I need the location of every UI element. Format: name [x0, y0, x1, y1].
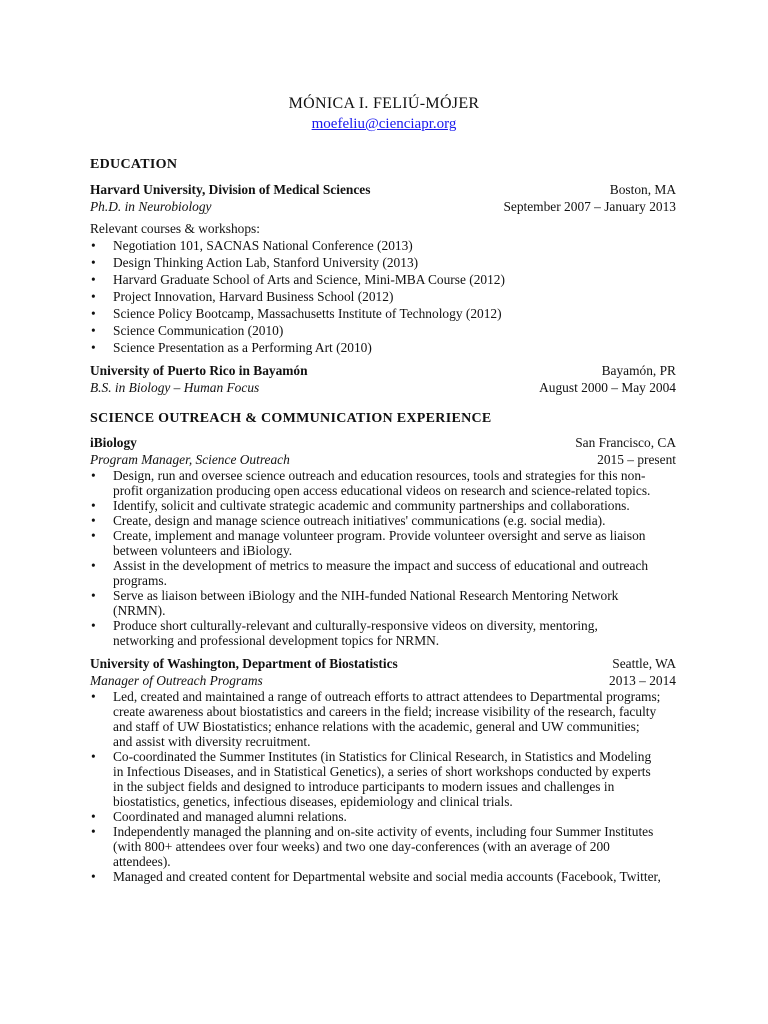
ibiology-role: Program Manager, Science Outreach	[90, 452, 290, 467]
ibiology-header-row	[90, 434, 676, 451]
experience-bullet	[90, 513, 676, 528]
harvard-institution: Harvard University, Division of Medical Sciences	[90, 182, 371, 197]
experience-bullet	[90, 588, 676, 618]
courses-label: Relevant courses & workshops:	[90, 221, 260, 236]
bullet-text-line: in the subject fields and designed to introduce participants to modern issues and challenges in	[113, 779, 615, 794]
bullet-text-line: • Produce short culturally-relevant and culturally-responsive videos on diversity, mentoring,	[113, 618, 598, 633]
course-item: • Science Presentation as a Performing Art (2010)	[90, 339, 676, 356]
ibiology-dates: 2015 – present	[597, 452, 676, 467]
bullet-text-line: and staff of UW Biostatistics; enhance relations with the academic, general and UW communities;	[113, 719, 640, 734]
bullet-text-line: • Create, design and manage science outreach initiatives' communications (e.g. social media).	[113, 513, 606, 528]
bullet-text-line: • Assist in the development of metrics to measure the impact and success of educational and outreach	[113, 558, 649, 573]
bullet-text-line: (NRMN).	[113, 603, 166, 618]
harvard-degree: Ph.D. in Neurobiology	[90, 199, 212, 214]
bullet-text-line: create awareness about biostatistics and careers in the field; increase visibility of the research, faculty	[113, 704, 657, 719]
education-section-title: EDUCATION	[90, 157, 178, 172]
uw-dates: 2013 – 2014	[609, 673, 676, 688]
experience-bullet	[90, 689, 676, 749]
experience-bullet	[90, 869, 676, 884]
uw-role-row	[90, 672, 676, 689]
uw-org: University of Washington, Department of Biostatistics	[90, 656, 398, 671]
upr-institution: University of Puerto Rico in Bayamón	[90, 363, 308, 378]
ibiology-role-row	[90, 451, 676, 468]
experience-bullet	[90, 528, 676, 558]
bullet-text-line: between volunteers and iBiology.	[113, 543, 293, 558]
candidate-name: MÓNICA I. FELIÚ-MÓJER	[288, 95, 480, 112]
course-item: • Harvard Graduate School of Arts and Science, Mini-MBA Course (2012)	[90, 271, 676, 288]
resume-content	[90, 156, 676, 884]
upr-dates: August 2000 – May 2004	[539, 380, 676, 395]
upr-degree-row	[90, 379, 676, 396]
harvard-location: Boston, MA	[609, 182, 676, 197]
bullet-text-line: programs.	[113, 573, 167, 588]
bullet-text-line: biostatistics, genetics, infectious diseases, epidemiology and clinical trials.	[113, 794, 513, 809]
bullet-text-line: • Led, created and maintained a range of outreach efforts to attract attendees to Departmental programs;	[113, 689, 661, 704]
experience-bullet	[90, 498, 676, 513]
experience-bullet	[90, 749, 676, 809]
email-line	[0, 114, 768, 134]
uw-bullets	[90, 689, 676, 884]
experience-bullet	[90, 558, 676, 588]
experience-bullet	[90, 824, 676, 869]
experience-bullet	[90, 809, 676, 824]
bullet-text-line: (with 800+ attendees over four weeks) and two one day-conferences (with an average of 200	[113, 839, 610, 854]
upr-header-row	[90, 362, 676, 379]
harvard-degree-row	[90, 198, 676, 215]
course-item: • Negotiation 101, SACNAS National Conference (2013)	[90, 237, 676, 254]
upr-degree: B.S. in Biology – Human Focus	[90, 380, 260, 395]
harvard-header-row	[90, 181, 676, 198]
bullet-text-line: attendees).	[113, 854, 171, 869]
experience-bullet	[90, 618, 676, 648]
ibiology-location: San Francisco, CA	[575, 435, 676, 450]
bullet-text-line: • Independently managed the planning and on-site activity of events, including four Summer Institutes	[113, 824, 654, 839]
ibiology-org: iBiology	[90, 435, 137, 450]
course-item: • Science Policy Bootcamp, Massachusetts Institute of Technology (2012)	[90, 305, 676, 322]
bullet-text-line: • Create, implement and manage volunteer program. Provide volunteer oversight and serve as liaison	[113, 528, 646, 543]
experience-section-title: SCIENCE OUTREACH & COMMUNICATION EXPERIENCE	[90, 411, 492, 426]
bullet-text-line: • Design, run and oversee science outreach and education resources, tools and strategies for this non-	[113, 468, 646, 483]
resume-header	[0, 94, 768, 134]
upr-location: Bayamón, PR	[601, 363, 676, 378]
course-item: • Project Innovation, Harvard Business School (2012)	[90, 288, 676, 305]
bullet-text-line: networking and professional development topics for NRMN.	[113, 633, 440, 648]
experience-bullet	[90, 468, 676, 498]
uw-role: Manager of Outreach Programs	[90, 673, 263, 688]
bullet-text-line: • Identify, solicit and cultivate strategic academic and community partnerships and collaborations.	[113, 498, 630, 513]
bullet-text-line: profit organization producing open access educational videos on research and science-related topics.	[113, 483, 651, 498]
bullet-text-line: • Serve as liaison between iBiology and the NIH-funded National Research Mentoring Network	[113, 588, 619, 603]
courses-list	[90, 237, 676, 356]
bullet-text-line: and assist with diversity recruitment.	[113, 734, 311, 749]
ibiology-bullets	[90, 468, 676, 648]
bullet-text-line: • Co-coordinated the Summer Institutes (in Statistics for Clinical Research, in Statistics and Modeling	[113, 749, 652, 764]
bullet-text-line: • Managed and created content for Departmental website and social media accounts (Facebook, Twitter,	[113, 869, 661, 884]
uw-location: Seattle, WA	[612, 656, 676, 671]
course-item: • Design Thinking Action Lab, Stanford University (2013)	[90, 254, 676, 271]
email-link[interactable]: moefeliu@cienciapr.org	[311, 116, 457, 132]
uw-header-row	[90, 655, 676, 672]
bullet-text-line: • Coordinated and managed alumni relations.	[113, 809, 347, 824]
bullet-text-line: in Infectious Diseases, and in Statistical Genetics), a series of short workshops conducted by experts	[113, 764, 651, 779]
harvard-dates: September 2007 – January 2013	[503, 199, 676, 214]
course-item: • Science Communication (2010)	[90, 322, 676, 339]
